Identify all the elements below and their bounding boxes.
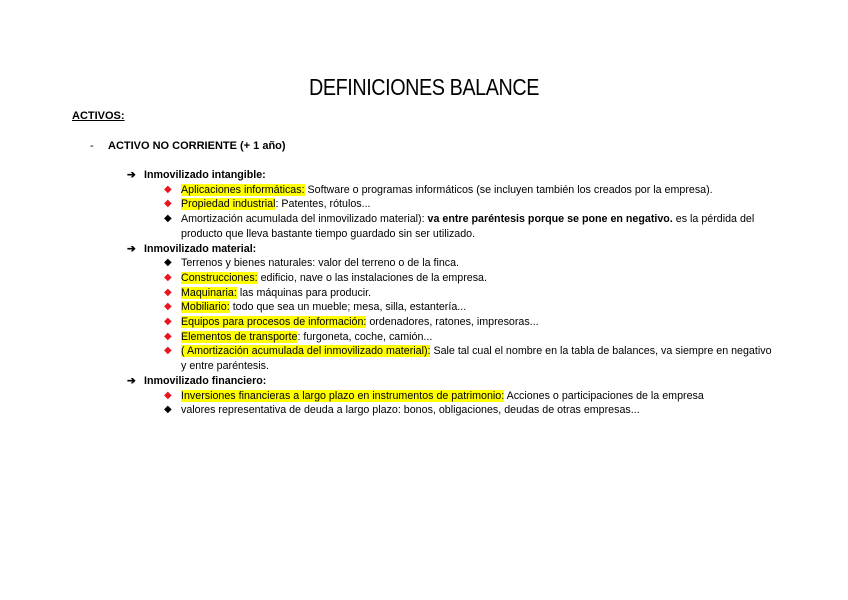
highlighted-term: Mobiliario: xyxy=(181,301,230,314)
item-text: ordenadores, ratones, impresoras... xyxy=(366,316,539,329)
item-bold-text: va entre paréntesis porque se pone en negativo. xyxy=(427,213,673,226)
list-item xyxy=(0,344,848,373)
list-item xyxy=(0,300,848,315)
page-title: DEFINICIONES BALANCE xyxy=(309,74,539,100)
arrow-icon: ➔ xyxy=(127,374,136,387)
item-text: Acciones o participaciones de la empresa xyxy=(504,389,704,402)
document-content xyxy=(0,168,848,418)
highlighted-term: ( Amortización acumulada del inmovilizado material): xyxy=(181,345,431,358)
item-text: : furgoneta, coche, camión... xyxy=(297,330,433,343)
group-heading-label: Inmovilizado financiero: xyxy=(144,374,267,387)
list-item xyxy=(0,183,848,198)
item-text: todo que sea un mueble; mesa, silla, estantería... xyxy=(229,301,467,314)
item-text: Software o programas informáticos (se incluyen también los creados por la empresa). xyxy=(304,183,713,196)
list-item xyxy=(0,315,848,330)
list-item xyxy=(0,389,848,404)
highlighted-term: Maquinaria: xyxy=(181,286,237,299)
highlighted-term: Construcciones: xyxy=(181,271,258,284)
diamond-icon: ◆ xyxy=(164,345,172,357)
item-text-after: es la pérdida del producto que lleva bastante tiempo guardado sin ser utilizado. xyxy=(181,213,755,240)
list-item xyxy=(0,271,848,286)
item-text: Amortización acumulada del inmovilizado material): xyxy=(181,213,428,226)
item-text: valores representativa de deuda a largo plazo: bonos, obligaciones, deudas de otras empresas... xyxy=(181,404,640,417)
item-text: edificio, nave o las instalaciones de la empresa. xyxy=(257,271,487,284)
diamond-icon: ◆ xyxy=(164,286,172,298)
group-heading-label: Inmovilizado material: xyxy=(144,242,257,255)
highlighted-term: Inversiones financieras a largo plazo en instrumentos de patrimonio: xyxy=(181,389,505,402)
list-item xyxy=(0,286,848,301)
section-heading-activos: ACTIVOS: xyxy=(72,110,125,122)
list-item xyxy=(0,330,848,345)
list-item xyxy=(0,197,848,212)
diamond-icon: ◆ xyxy=(164,316,172,328)
diamond-icon: ◆ xyxy=(164,330,172,342)
highlighted-term: Elementos de transporte xyxy=(181,330,298,343)
diamond-icon: ◆ xyxy=(164,404,172,416)
arrow-icon: ➔ xyxy=(127,242,136,255)
group-heading-financiero xyxy=(0,374,848,389)
group-heading-material xyxy=(0,242,848,257)
group-heading-label: Inmovilizado intangible: xyxy=(144,169,266,181)
diamond-icon: ◆ xyxy=(164,183,172,195)
diamond-icon: ◆ xyxy=(164,257,172,269)
highlighted-term: Equipos para procesos de información: xyxy=(181,316,367,329)
diamond-icon: ◆ xyxy=(164,198,172,210)
activo-no-corriente-heading xyxy=(90,140,286,152)
dash-bullet: - xyxy=(90,140,94,152)
list-item xyxy=(0,212,848,241)
item-text: las máquinas para producir. xyxy=(236,286,372,299)
diamond-icon: ◆ xyxy=(164,301,172,313)
diamond-icon: ◆ xyxy=(164,213,172,225)
highlighted-term: Propiedad industrial xyxy=(181,198,276,211)
highlighted-term: Aplicaciones informáticas: xyxy=(181,183,305,196)
item-text: Sale tal cual el nombre en la tabla de balances, va siempre en negativo y entre paréntesis. xyxy=(181,345,772,373)
diamond-icon: ◆ xyxy=(164,271,172,283)
group-heading-intangible xyxy=(0,168,848,183)
item-text: : Patentes, rótulos... xyxy=(275,198,371,211)
arrow-icon: ➔ xyxy=(127,169,136,181)
diamond-icon: ◆ xyxy=(164,389,172,401)
activo-no-corriente-label: ACTIVO NO CORRIENTE (+ 1 año) xyxy=(108,140,286,152)
list-item xyxy=(0,403,848,418)
list-item xyxy=(0,256,848,271)
item-text: Terrenos y bienes naturales: valor del terreno o de la finca. xyxy=(181,257,460,270)
